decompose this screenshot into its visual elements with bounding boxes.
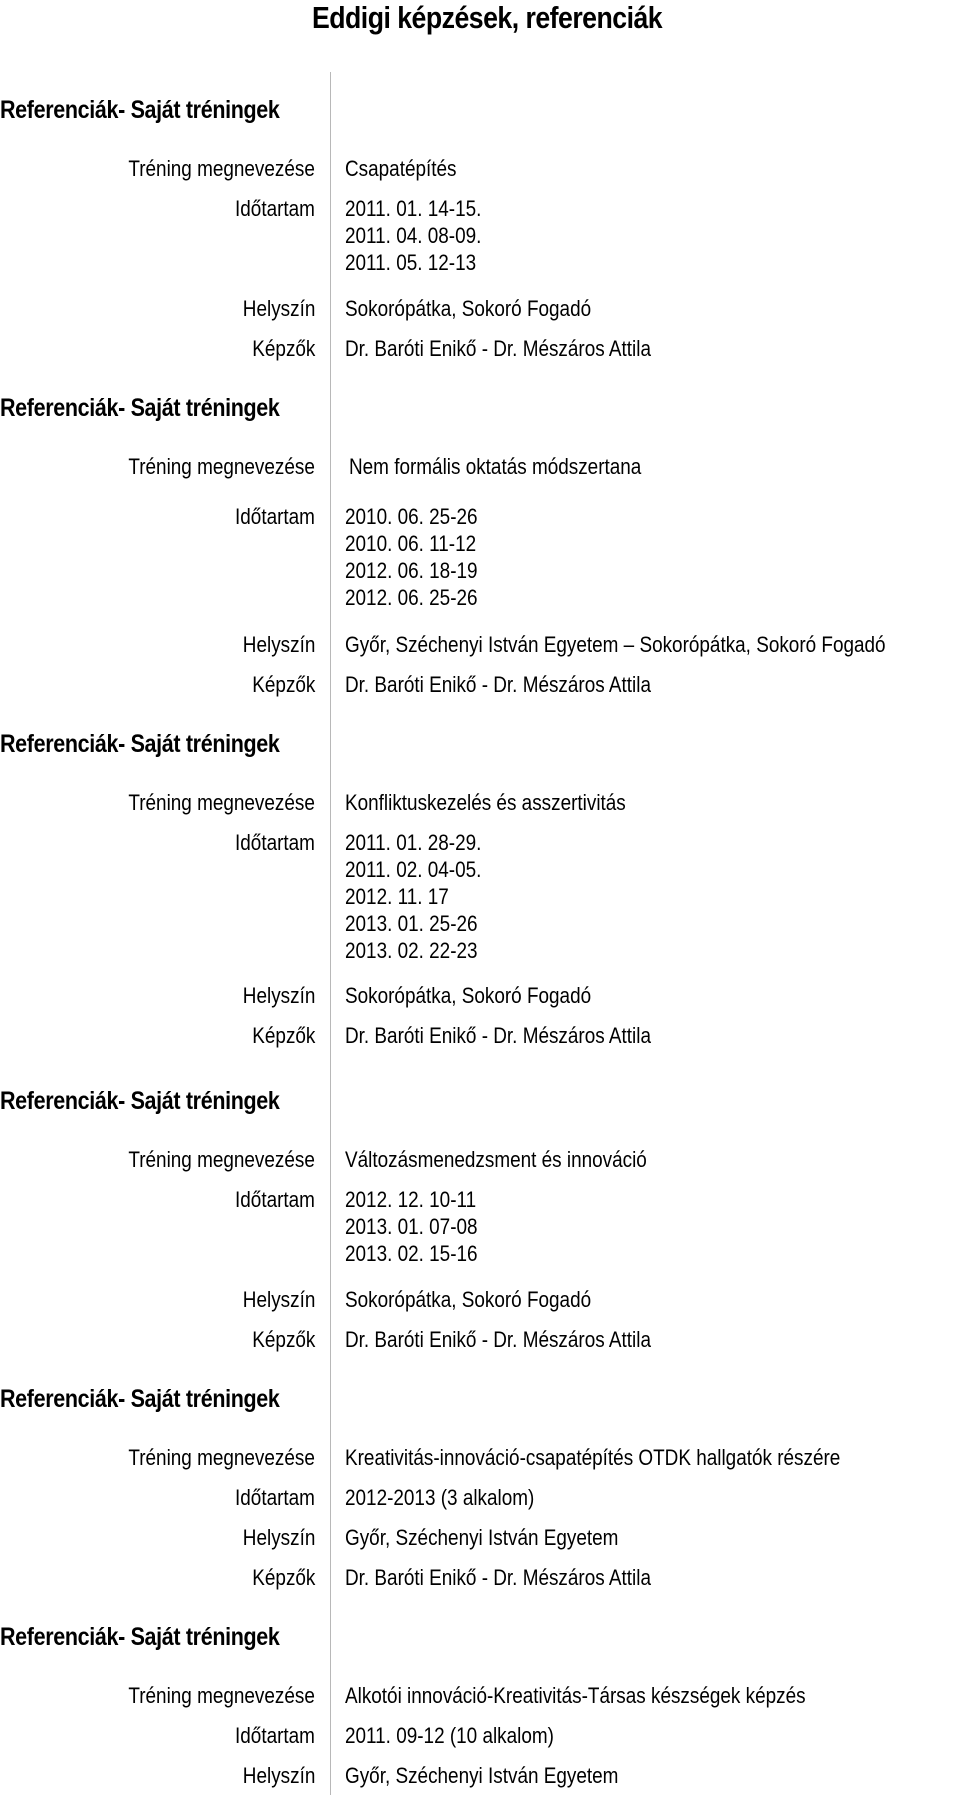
location-label: Helyszín (242, 1763, 315, 1788)
location-value: Győr, Széchenyi István Egyetem (345, 1525, 619, 1550)
training-name-label: Tréning megnevezése (128, 1445, 315, 1470)
duration-date: 2013. 02. 22-23 (345, 938, 478, 963)
duration-date: 2010. 06. 11-12 (345, 531, 477, 556)
training-name-label: Tréning megnevezése (128, 454, 315, 479)
column-divider (330, 72, 331, 1795)
location-value: Sokorópátka, Sokoró Fogadó (345, 983, 592, 1008)
section-heading: Referenciák- Saját tréningek (0, 96, 280, 124)
training-name-value: Csapatépítés (345, 156, 457, 181)
duration-label: Időtartam (235, 196, 315, 221)
section-heading: Referenciák- Saját tréningek (0, 394, 280, 422)
duration-date: 2013. 01. 07-08 (345, 1214, 478, 1239)
section-heading: Referenciák- Saját tréningek (0, 1385, 280, 1413)
duration-values (345, 503, 478, 611)
trainers-label: Képzők (251, 336, 315, 361)
training-name-label: Tréning megnevezése (128, 1683, 315, 1708)
training-name-value: Kreativitás-innováció-csapatépítés OTDK hallgatók részére (345, 1445, 841, 1470)
duration-values (345, 195, 481, 276)
location-value: Győr, Széchenyi István Egyetem (345, 1763, 619, 1788)
duration-values (345, 1186, 478, 1267)
training-name-label: Tréning megnevezése (128, 1147, 315, 1172)
training-name-value: Változásmenedzsment és innováció (345, 1147, 647, 1172)
location-label: Helyszín (242, 632, 315, 657)
location-label: Helyszín (242, 1287, 315, 1312)
trainers-label: Képzők (251, 1327, 315, 1352)
training-name-label: Tréning megnevezése (128, 790, 315, 815)
duration-date: 2010. 06. 25-26 (345, 504, 478, 529)
section-heading: Referenciák- Saját tréningek (0, 730, 280, 758)
location-value: Győr, Széchenyi István Egyetem – Sokorópátka, Sokoró Fogadó (345, 632, 886, 657)
trainers-value: Dr. Baróti Enikő - Dr. Mészáros Attila (345, 1565, 651, 1590)
duration-label: Időtartam (235, 1485, 315, 1510)
training-name-value: Konfliktuskezelés és asszertivitás (345, 790, 626, 815)
trainers-value: Dr. Baróti Enikő - Dr. Mészáros Attila (345, 336, 651, 361)
duration-label: Időtartam (235, 1723, 315, 1748)
duration-values (345, 1484, 534, 1511)
training-name-value: Alkotói innováció-Kreativitás-Társas készségek képzés (345, 1683, 806, 1708)
duration-values (345, 829, 481, 964)
trainers-label: Képzők (251, 1023, 315, 1048)
duration-values (345, 1722, 554, 1749)
training-name-value: Nem formális oktatás módszertana (349, 454, 642, 479)
duration-date: 2013. 01. 25-26 (345, 911, 478, 936)
duration-label: Időtartam (235, 1187, 315, 1212)
section-heading: Referenciák- Saját tréningek (0, 1087, 280, 1115)
duration-date: 2011. 01. 28-29. (345, 830, 482, 855)
duration-label: Időtartam (235, 830, 315, 855)
duration-date: 2012. 12. 10-11 (345, 1187, 477, 1212)
page-title: Eddigi képzések, referenciák (312, 0, 663, 35)
duration-date: 2011. 01. 14-15. (345, 196, 482, 221)
duration-date: 2012-2013 (3 alkalom) (345, 1485, 535, 1510)
duration-date: 2013. 02. 15-16 (345, 1241, 478, 1266)
duration-date: 2011. 09-12 (10 alkalom) (345, 1723, 554, 1748)
location-label: Helyszín (242, 1525, 315, 1550)
duration-label: Időtartam (235, 504, 315, 529)
duration-date: 2011. 05. 12-13 (345, 250, 477, 275)
section-heading: Referenciák- Saját tréningek (0, 1623, 280, 1651)
trainers-label: Képzők (251, 1565, 315, 1590)
training-name-label: Tréning megnevezése (128, 156, 315, 181)
duration-date: 2012. 06. 25-26 (345, 585, 478, 610)
location-label: Helyszín (242, 296, 315, 321)
trainers-label: Képzők (251, 672, 315, 697)
trainers-value: Dr. Baróti Enikő - Dr. Mészáros Attila (345, 672, 651, 697)
trainers-value: Dr. Baróti Enikő - Dr. Mészáros Attila (345, 1327, 651, 1352)
duration-date: 2012. 11. 17 (345, 884, 449, 909)
duration-date: 2012. 06. 18-19 (345, 558, 478, 583)
location-value: Sokorópátka, Sokoró Fogadó (345, 1287, 592, 1312)
duration-date: 2011. 04. 08-09. (345, 223, 482, 248)
duration-date: 2011. 02. 04-05. (345, 857, 482, 882)
trainers-value: Dr. Baróti Enikő - Dr. Mészáros Attila (345, 1023, 651, 1048)
location-value: Sokorópátka, Sokoró Fogadó (345, 296, 592, 321)
location-label: Helyszín (242, 983, 315, 1008)
